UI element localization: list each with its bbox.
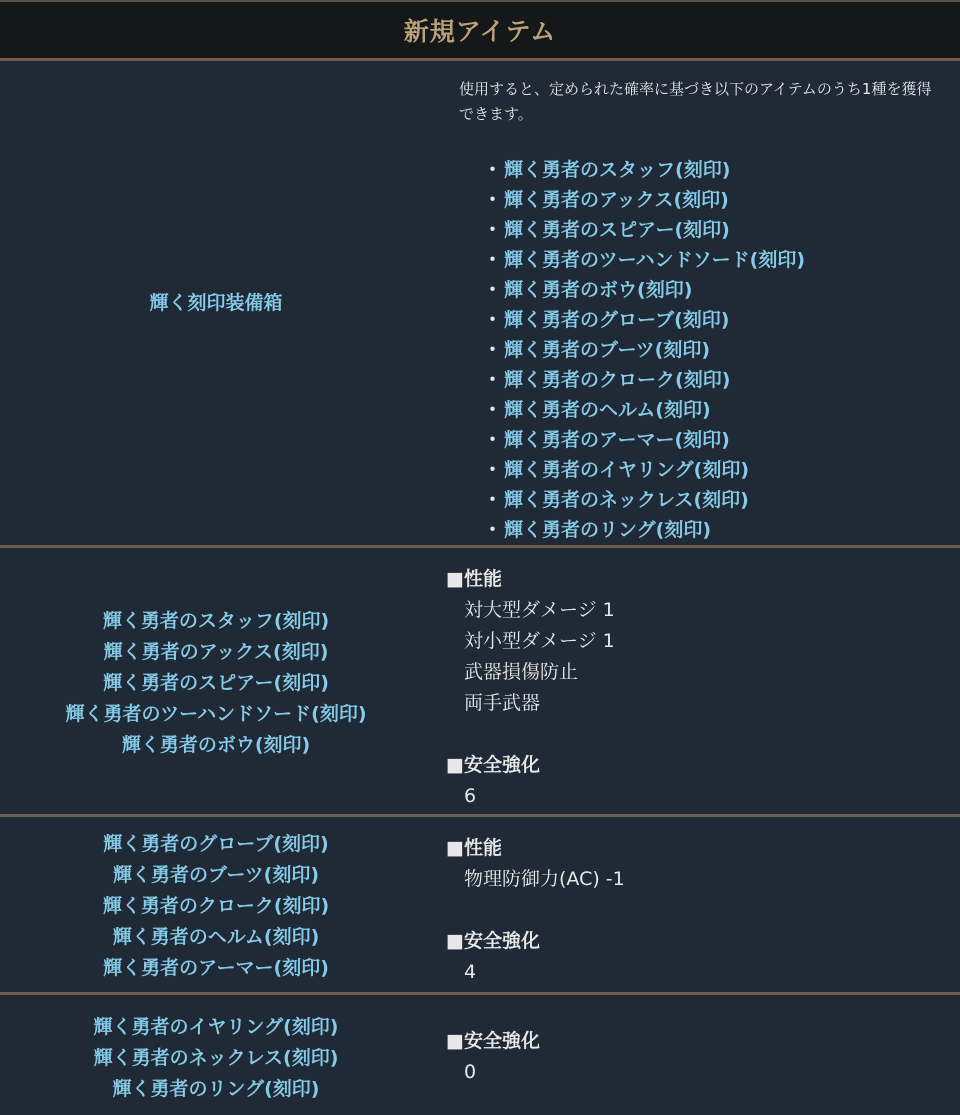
- prize-list-item: [483, 365, 946, 395]
- prize-link[interactable]: 輝く勇者のスタッフ(刻印): [504, 159, 731, 181]
- spacer: [432, 895, 960, 926]
- item-name-cell: [0, 548, 432, 814]
- prize-list-item: [483, 215, 946, 245]
- performance-stat: 物理防御力(AC) -1: [464, 868, 625, 890]
- item-detail-cell: [432, 995, 960, 1115]
- item-name-link[interactable]: 輝く勇者のボウ(刻印): [121, 733, 311, 756]
- item-name-link[interactable]: 輝く勇者のリング(刻印): [112, 1077, 320, 1100]
- performance-stat: 武器損傷防止: [464, 661, 579, 683]
- item-name-link[interactable]: 輝く刻印装備箱: [149, 291, 283, 314]
- item-detail-cell: [432, 817, 960, 992]
- page-title: 新規アイテム: [403, 17, 557, 46]
- prize-list-item: [483, 485, 946, 515]
- page-header: [0, 2, 960, 61]
- item-row-weapons: [0, 545, 960, 814]
- prize-link[interactable]: 輝く勇者のツーハンドソード(刻印): [504, 249, 806, 271]
- item-row-armor: [0, 814, 960, 992]
- item-name-link[interactable]: 輝く勇者のヘルム(刻印): [112, 926, 320, 948]
- safe-enhance-title: ■安全強化: [446, 754, 540, 776]
- item-name-link[interactable]: 輝く勇者のイヤリング(刻印): [93, 1015, 339, 1038]
- prize-list-item: [483, 185, 946, 215]
- item-name-cell: [0, 61, 432, 545]
- bullet-glyph: ・: [483, 489, 503, 511]
- prize-link[interactable]: 輝く勇者のネックレス(刻印): [504, 489, 749, 511]
- item-name-link[interactable]: 輝く勇者のアーマー(刻印): [103, 957, 329, 979]
- bullet-glyph: ・: [483, 159, 503, 181]
- prize-link[interactable]: 輝く勇者のリング(刻印): [504, 519, 712, 541]
- item-name-link[interactable]: 輝く勇者のスタッフ(刻印): [102, 609, 330, 632]
- prize-link[interactable]: 輝く勇者のスピアー(刻印): [504, 219, 730, 241]
- prize-list-item: [483, 335, 946, 365]
- item-row-accessories: [0, 992, 960, 1115]
- bullet-glyph: ・: [483, 339, 503, 361]
- performance-stat: 対小型ダメージ 1: [464, 630, 615, 652]
- bullet-glyph: ・: [483, 249, 503, 271]
- bullet-glyph: ・: [483, 459, 503, 481]
- prize-list-item: [483, 155, 946, 185]
- performance-stat: 両手武器: [464, 692, 541, 714]
- prize-list-item: [483, 305, 946, 335]
- item-name-link[interactable]: 輝く勇者のアックス(刻印): [103, 640, 329, 663]
- item-name-link[interactable]: 輝く勇者のツーハンドソード(刻印): [65, 702, 367, 725]
- prize-list-item: [483, 515, 946, 545]
- prize-link[interactable]: 輝く勇者のクローク(刻印): [504, 369, 731, 391]
- item-name-link[interactable]: 輝く勇者のグローブ(刻印): [103, 833, 329, 855]
- prize-link[interactable]: 輝く勇者のボウ(刻印): [504, 279, 693, 301]
- safe-enhance-value: 0: [464, 1061, 477, 1083]
- prize-list-item: [483, 395, 946, 425]
- bullet-glyph: ・: [483, 369, 503, 391]
- item-detail-cell: [432, 548, 960, 814]
- prize-list-item: [483, 455, 946, 485]
- performance-title: ■性能: [446, 568, 502, 590]
- prize-link[interactable]: 輝く勇者のヘルム(刻印): [504, 399, 711, 421]
- bullet-glyph: ・: [483, 399, 503, 421]
- safe-enhance-title: ■安全強化: [446, 930, 540, 952]
- prize-list-item: [483, 245, 946, 275]
- prize-list-item: [483, 275, 946, 305]
- performance-title: ■性能: [446, 837, 502, 859]
- item-detail-cell: [432, 61, 960, 545]
- prize-link[interactable]: 輝く勇者のアックス(刻印): [504, 189, 729, 211]
- bullet-glyph: ・: [483, 309, 503, 331]
- prize-link[interactable]: 輝く勇者のイヤリング(刻印): [504, 459, 750, 481]
- bullet-glyph: ・: [483, 519, 503, 541]
- item-name-link[interactable]: 輝く勇者のブーツ(刻印): [112, 864, 320, 886]
- bullet-glyph: ・: [483, 189, 503, 211]
- prize-link[interactable]: 輝く勇者のグローブ(刻印): [504, 309, 730, 331]
- prize-link[interactable]: 輝く勇者のアーマー(刻印): [504, 429, 730, 451]
- item-name-link[interactable]: 輝く勇者のスピアー(刻印): [103, 671, 329, 694]
- item-row-box: [0, 61, 960, 545]
- safe-enhance-value: 6: [464, 785, 477, 807]
- item-name-cell: [0, 995, 432, 1115]
- bullet-glyph: ・: [483, 219, 503, 241]
- bullet-glyph: ・: [483, 429, 503, 451]
- prize-list: [483, 155, 946, 545]
- item-name-link[interactable]: 輝く勇者のクローク(刻印): [102, 895, 330, 917]
- spacer: [432, 719, 960, 750]
- safe-enhance-value: 4: [464, 961, 477, 983]
- performance-stat: 対大型ダメージ 1: [464, 599, 615, 621]
- bullet-glyph: ・: [483, 279, 503, 301]
- item-description: 使用すると、定められた確率に基づき以下のアイテムのうち1種を獲得できます。: [459, 80, 932, 123]
- item-name-cell: [0, 817, 432, 992]
- prize-list-item: [483, 425, 946, 455]
- safe-enhance-title: ■安全強化: [446, 1030, 540, 1052]
- prize-link[interactable]: 輝く勇者のブーツ(刻印): [504, 339, 711, 361]
- item-name-link[interactable]: 輝く勇者のネックレス(刻印): [93, 1046, 339, 1069]
